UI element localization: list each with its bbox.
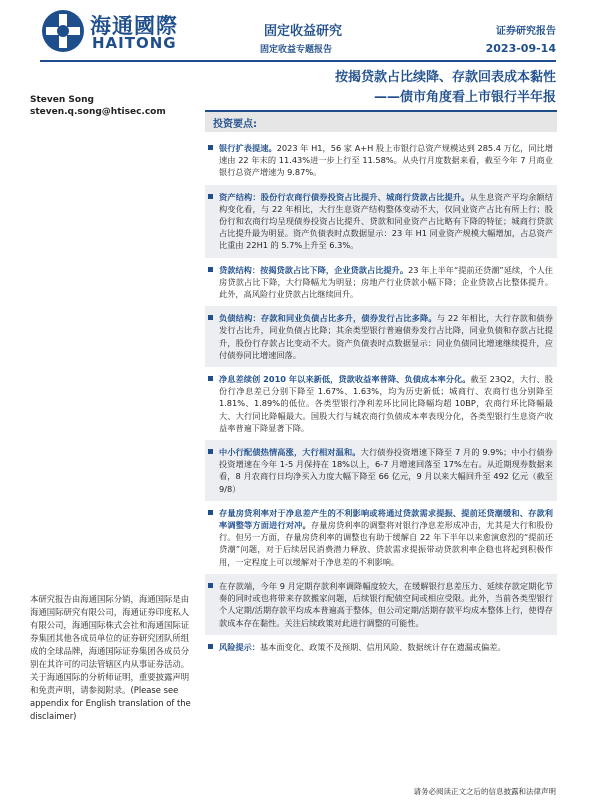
key-point-item bbox=[205, 306, 557, 367]
key-point-item bbox=[205, 635, 557, 659]
bullet-square-icon bbox=[208, 267, 213, 272]
key-point-text: 截至 23Q2，大行、股份行净息差已分别下降至 1.67%、1.63%，均为历史新低；城商行、农商行也分别降至 1.81%、1.89%的低位。各类型银行净利差环比同比降幅均超 10BP，农商行环比降幅最大、大行同比降幅最大。国股大行与城农商行负债成本率表现分化，各类型银行生息资产收益率普遍下降显著下降。 bbox=[219, 374, 553, 433]
key-point-item bbox=[205, 367, 557, 440]
report-title: 按揭贷款占比续降、存款回表成本黏性 bbox=[334, 70, 556, 85]
key-point-item bbox=[205, 501, 557, 574]
bullet-square-icon bbox=[208, 583, 213, 588]
haitong-logo bbox=[40, 10, 190, 52]
key-point-text: 基本面变化、政策不及预期、信用风险、数据统计存在遗漏或偏差。 bbox=[259, 641, 506, 652]
logo-english-name: HAITONG bbox=[92, 34, 177, 52]
bullet-square-icon bbox=[208, 644, 213, 649]
key-point-text: 与 22 年相比，大行存款和债券发行占比升，同业负债占比降；其余类型银行普遍债券发行占比降，同业负债和存款占比提升，股份行存款占比变动不大。资产负债表时点数据显示：同业负债同比增速继续提升，应付债券同比增速回落。 bbox=[219, 313, 553, 360]
logo-chinese-name: 海通國際 bbox=[90, 14, 178, 38]
report-subtitle: ——债市角度看上市银行半年报 bbox=[373, 90, 556, 105]
key-points-list bbox=[205, 136, 557, 659]
summary-header bbox=[205, 110, 557, 132]
key-point-item bbox=[205, 136, 557, 185]
report-date: 2023-09-14 bbox=[485, 42, 556, 55]
key-point-text: 23 年上半年“提前还贷潮”延续，个人住房贷款占比下降，大行降幅尤为明显；房地产行业贷款小幅下降；企业贷款占比整体提升。此外，高风险行业贷款占比继续回升。 bbox=[219, 264, 553, 300]
key-point-item bbox=[205, 574, 557, 635]
author-email[interactable]: steven.q.song@htisec.com bbox=[30, 107, 166, 117]
key-point-lead: 贷款结构：按揭贷款占比下降，企业贷款占比提升。 bbox=[219, 264, 409, 275]
haitong-logo-icon bbox=[40, 8, 86, 54]
key-point-lead: 负债结构：存款和同业负债占比多升，债券发行占比多降。 bbox=[219, 313, 437, 324]
bullet-square-icon bbox=[208, 145, 213, 150]
disclaimer-text: 本研究报告由海通国际分销，海通国际是由海通国际研究有限公司，海通证券印度私人有限公司，海通国际株式会社和海通国际证券集团其他各成员单位的证券研究团队所组成的全球品牌，海通国际证券集团各成员分别在其许可的司法管辖区内从事证券活动。关于海通国际的分析师证明，重要披露声明和免责声明，请参阅附录。(Please see appendix for English translation of the disclaimer) bbox=[30, 594, 191, 721]
key-point-text: 2023 年 H1，56 家 A+H 股上市银行总资产规模达到 285.4 万亿，同比增速由 22 年末的 11.43%进一步上行至 11.58%。从央行月度数据来看，截至今年 7 月商业银行总资产增速为 9.87%。 bbox=[219, 143, 553, 178]
key-point-item bbox=[205, 258, 557, 307]
bullet-square-icon bbox=[208, 376, 213, 381]
footer-note: 请务必阅读正文之后的信息披露和法律声明 bbox=[413, 787, 556, 796]
key-point-text: 从生息资产平均余额结构变化看，与 22 年相比，大行生息资产结构整体变动不大，仅同业资产占比有所上行；股份行和农商行均呈现债券投资占比提升、贷款和同业资产占比略有下降的特征；城商行贷款占比提升最为明显。资产负债表时点数据显示：23 年 H1 同业资产规模大幅增加，占总资产比重由 22H1 的 5.7%上升至 6.3%。 bbox=[219, 191, 553, 251]
bullet-square-icon bbox=[208, 510, 213, 515]
key-point-item bbox=[205, 185, 557, 258]
key-point-lead: 资产结构：股份行农商行债券投资占比提升、城商行贷款占比提升。 bbox=[219, 191, 470, 202]
bullet-square-icon bbox=[208, 194, 213, 199]
header-divider bbox=[40, 60, 556, 62]
key-point-text: 大行债券投资增速下降至 7 月的 9.9%；中小行债券投资增速在今年 1-5 月保持在 18%以上，6-7 月增速回落至 17%左右。从近期现券数据来看，8 月农商行日均净买入力度大幅下降至 66 亿元，9 月以来大幅回升至 492 亿元（截至 9/8） bbox=[219, 447, 553, 494]
key-point-lead: 净息差续创 2010 年以来新低，贷款收益率普降、负债成本率分化。 bbox=[219, 374, 471, 385]
key-point-text: 在存款端，今年 9 月定期存款利率调降幅度较大，在缓解银行息差压力、延续存款定期化节奏的同时或也将带来存款搬家问题，后续银行配债空间或相应受限。此外，当前各类型银行个人定期/活期存款平均成本普遍高于整体，但公司定期/活期存款平均成本整体上行，使得存款成本存在黏性。关注后续政策对此进行调整的可能性。 bbox=[219, 580, 553, 628]
key-point-lead: 风险提示： bbox=[219, 641, 260, 652]
summary-label: 投资要点: bbox=[213, 119, 257, 130]
key-point-lead: 银行扩表提速。 bbox=[219, 143, 277, 153]
key-point-text: 存量房贷利率的调整将对银行净息差形成冲击，尤其是大行和股份行。但另一方面，存量房贷利率的调整也有助于缓解自 22 年下半年以来愈演愈烈的“提前还贷潮”问题，对于后续居民消费潜力释放、贷款需求提振带动贷款利率企稳也将起到积极作用，一定程度上可以缓解对于净息差的不利影响。 bbox=[219, 520, 553, 567]
key-point-lead: 中小行配债热情高涨，大行相对温和。 bbox=[219, 447, 361, 458]
report-subtype: 固定收益专题报告 bbox=[260, 45, 333, 55]
author-name: Steven Song bbox=[30, 95, 94, 105]
report-type: 固定收益研究 bbox=[264, 24, 343, 39]
key-point-item bbox=[205, 440, 557, 501]
report-category: 证券研究报告 bbox=[496, 26, 556, 37]
key-point-lead: 存量房贷利率对于净息差产生的不利影响或将通过贷款需求提振、提前还贷潮缓和、存款利率调整等方面进行对冲。 bbox=[219, 507, 553, 531]
bullet-square-icon bbox=[208, 449, 213, 454]
bullet-square-icon bbox=[208, 315, 213, 320]
